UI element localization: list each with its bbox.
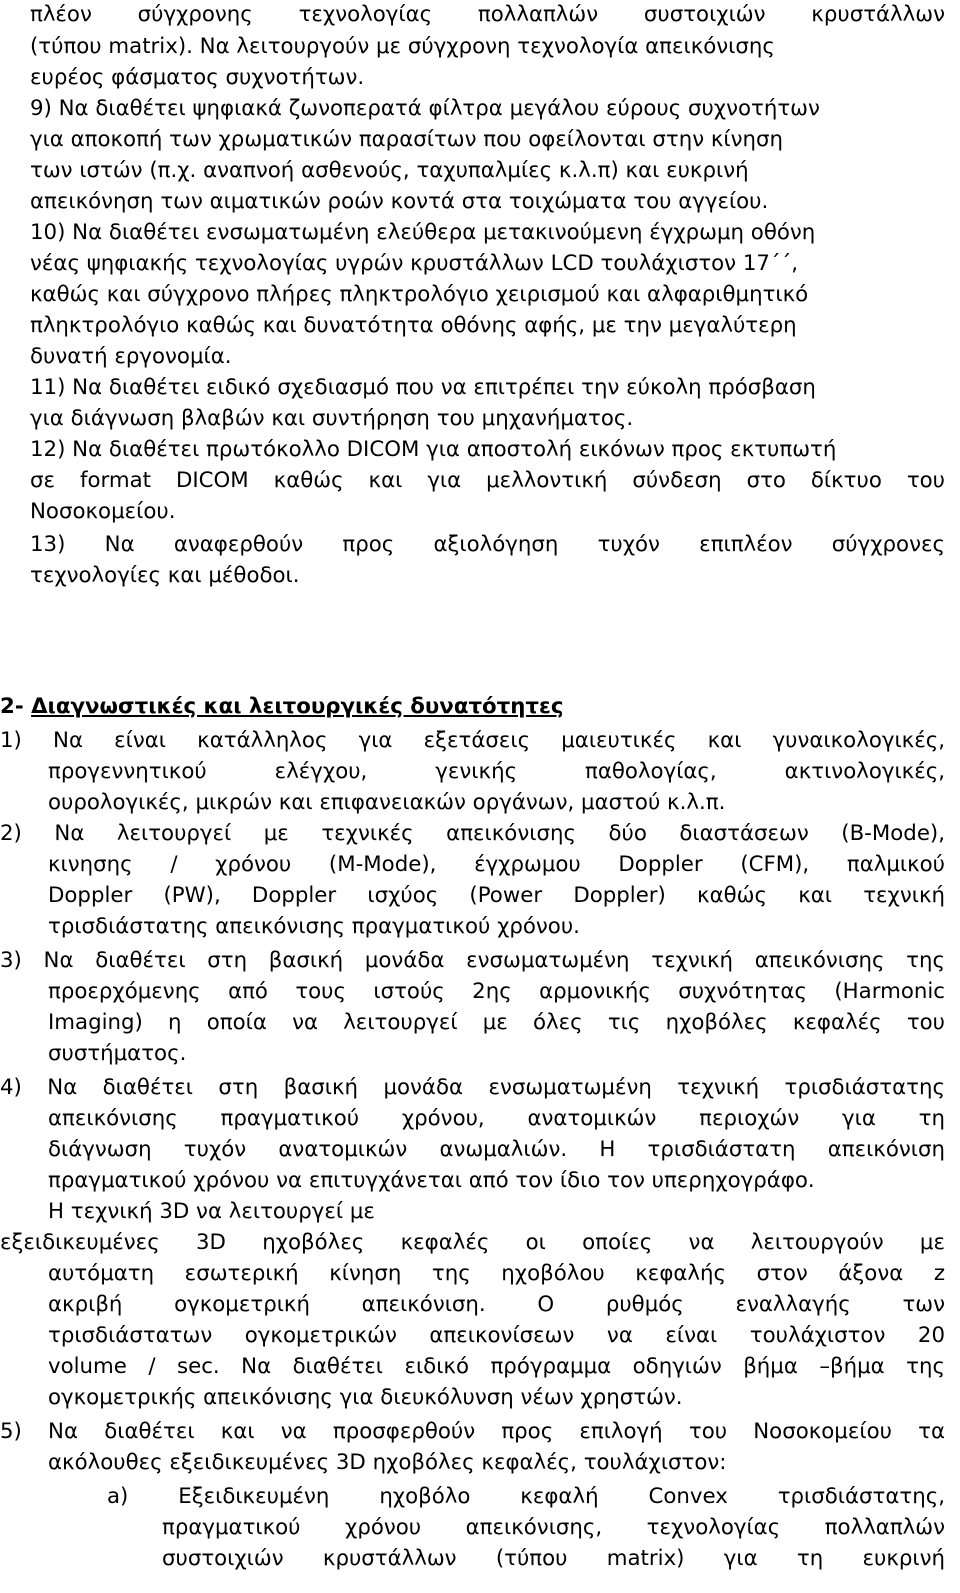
s2-item-3-line-2: προερχόμενης από τους ιστούς 2ης αρμονικής συχνότητας (Harmonic: [48, 979, 945, 1004]
item-10-line-2: νέας ψηφιακής τεχνολογίας υγρών κρυστάλλων LCD τουλάχιστον 17΄΄,: [30, 251, 798, 276]
section-2-title: Διαγνωστικές και λειτουργικές δυνατότητες: [31, 694, 564, 719]
s2-item-4-line-11: ογκομετρικής απεικόνισης για διευκόλυνση νέων χρηστών.: [48, 1385, 683, 1410]
s2-item-2-line-1: 2) Να λειτουργεί με τεχνικές απεικόνισης δύο διαστάσεων (B-Mode),: [0, 821, 945, 846]
s2-item-4-line-7: αυτόματη εσωτερική κίνηση της ηχοβόλου κεφαλής στον άξονα z: [48, 1261, 945, 1286]
intro-tail-line-1: πλέον σύγχρονης τεχνολογίας πολλαπλών συστοιχιών κρυστάλλων: [30, 2, 945, 27]
item-11-line-1: 11) Να διαθέτει ειδικό σχεδιασμό που να επιτρέπει την εύκολη πρόσβαση: [30, 375, 816, 400]
s2-item-4-line-2: απεικόνισης πραγματικού χρόνου, ανατομικών περιοχών για τη: [48, 1106, 945, 1131]
s2-item-4-line-9: τρισδιάστατων ογκομετρικών απεικονίσεων να είναι τουλάχιστον 20: [48, 1323, 945, 1348]
s2-item-1-line-3: ουρολογικές, μικρών και επιφανειακών οργάνων, μαστού κ.λ.π.: [48, 790, 726, 815]
item-10-line-4: πληκτρολόγιο καθώς και δυνατότητα οθόνης αφής, με την μεγαλύτερη: [30, 313, 797, 338]
s2-item-3-line-3: Imaging) η οποία να λειτουργεί με όλες τις ηχοβόλες κεφαλές του: [48, 1010, 945, 1035]
s2-item-2-line-3: Doppler (PW), Doppler ισχύος (Power Doppler) καθώς και τεχνική: [48, 883, 945, 908]
s2-item-4-line-10: volume / sec. Να διαθέτει ειδικό πρόγραμμα οδηγιών βήμα –βήμα της: [48, 1354, 945, 1379]
intro-tail-line-2: (τύπου matrix). Να λειτουργούν με σύγχρονη τεχνολογία απεικόνισης: [30, 34, 775, 59]
s2-item-5-line-1: 5) Να διαθέτει και να προσφερθούν προς επιλογή του Νοσοκομείου τα: [0, 1419, 945, 1444]
s2-item-4-line-3: διάγνωση τυχόν ανατομικών ανωμαλιών. Η τρισδιάστατη απεικόνιση: [48, 1137, 945, 1162]
item-12-line-3: Νοσοκομείου.: [30, 499, 176, 524]
item-12-line-2: σε format DICOM καθώς και για μελλοντική σύνδεση στο δίκτυο του: [30, 468, 945, 493]
item-11-line-2: για διάγνωση βλαβών και συντήρηση του μηχανήματος.: [30, 406, 634, 431]
s2-item-5-line-2: ακόλουθες εξειδικευμένες 3D ηχοβόλες κεφαλές, τουλάχιστον:: [48, 1450, 727, 1475]
section-2-number: 2-: [0, 694, 32, 719]
s2-item-2-line-2: κινησης / χρόνου (M-Mode), έγχρωμου Doppler (CFM), παλμικού: [48, 852, 945, 877]
s2-item-4-line-6: εξειδικευμένες 3D ηχοβόλες κεφαλές οι οποίες να λειτουργούν με: [0, 1230, 945, 1255]
s2-item-1-line-1: 1) Να είναι κατάλληλος για εξετάσεις μαιευτικές και γυναικολογικές,: [0, 728, 945, 753]
item-13-line-1: 13) Να αναφερθούν προς αξιολόγηση τυχόν επιπλέον σύγχρονες: [30, 532, 945, 557]
item-9-line-2: για αποκοπή των χρωματικών παρασίτων που οφείλονται στην κίνηση: [30, 127, 784, 152]
item-9-line-4: απεικόνηση των αιματικών ροών κοντά στα τοιχώματα του αγγείου.: [30, 189, 769, 214]
item-9-line-3: των ιστών (π.χ. αναπνοή ασθενούς, ταχυπαλμίες κ.λ.π) και ευκρινή: [30, 158, 749, 183]
s2-item-2-line-4: τρισδιάστατης απεικόνισης πραγματικού χρόνου.: [48, 914, 580, 939]
item-10-line-1: 10) Να διαθέτει ενσωματωμένη ελεύθερα μετακινούμενη έγχρωμη οθόνη: [30, 220, 816, 245]
s2-item-5a-line-3: συστοιχιών κρυστάλλων (τύπου matrix) για τη ευκρινή: [162, 1546, 945, 1571]
s2-item-3-line-1: 3) Να διαθέτει στη βασική μονάδα ενσωματωμένη τεχνική απεικόνισης της: [0, 948, 945, 973]
item-10-line-5: δυνατή εργονομία.: [30, 344, 232, 369]
s2-item-4-line-8: ακριβή ογκομετρική απεικόνιση. Ο ρυθμός εναλλαγής των: [48, 1292, 945, 1317]
item-10-line-3: καθώς και σύγχρονο πλήρες πληκτρολόγιο χειρισμού και αλφαριθμητικό: [30, 282, 809, 307]
s2-item-5a-line-2: πραγματικού χρόνου απεικόνισης, τεχνολογίας πολλαπλών: [162, 1515, 945, 1540]
s2-item-5a-line-1: a) Εξειδικευμένη ηχοβόλο κεφαλή Convex τρισδιάστατης,: [107, 1484, 945, 1509]
item-9-line-1: 9) Να διαθέτει ψηφιακά ζωνοπερατά φίλτρα μεγάλου εύρους συχνοτήτων: [30, 96, 820, 121]
section-2-heading: [0, 692, 564, 722]
s2-item-4-line-1: 4) Να διαθέτει στη βασική μονάδα ενσωματωμένη τεχνική τρισδιάστατης: [0, 1075, 945, 1100]
item-12-line-1: 12) Να διαθέτει πρωτόκολλο DICOM για αποστολή εικόνων προς εκτυπωτή: [30, 437, 837, 462]
s2-item-4-line-4: πραγματικού χρόνου να επιτυγχάνεται από τον ίδιο τον υπερηχογράφο.: [48, 1168, 815, 1193]
intro-tail-line-3: ευρέος φάσματος συχνοτήτων.: [30, 65, 365, 90]
s2-item-4-line-5: Η τεχνική 3D να λειτουργεί με: [48, 1199, 375, 1224]
s2-item-1-line-2: προγεννητικού ελέγχου, γενικής παθολογίας, ακτινολογικές,: [48, 759, 945, 784]
item-13-line-2: τεχνολογίες και μέθοδοι.: [30, 563, 300, 588]
s2-item-3-line-4: συστήματος.: [48, 1041, 187, 1066]
